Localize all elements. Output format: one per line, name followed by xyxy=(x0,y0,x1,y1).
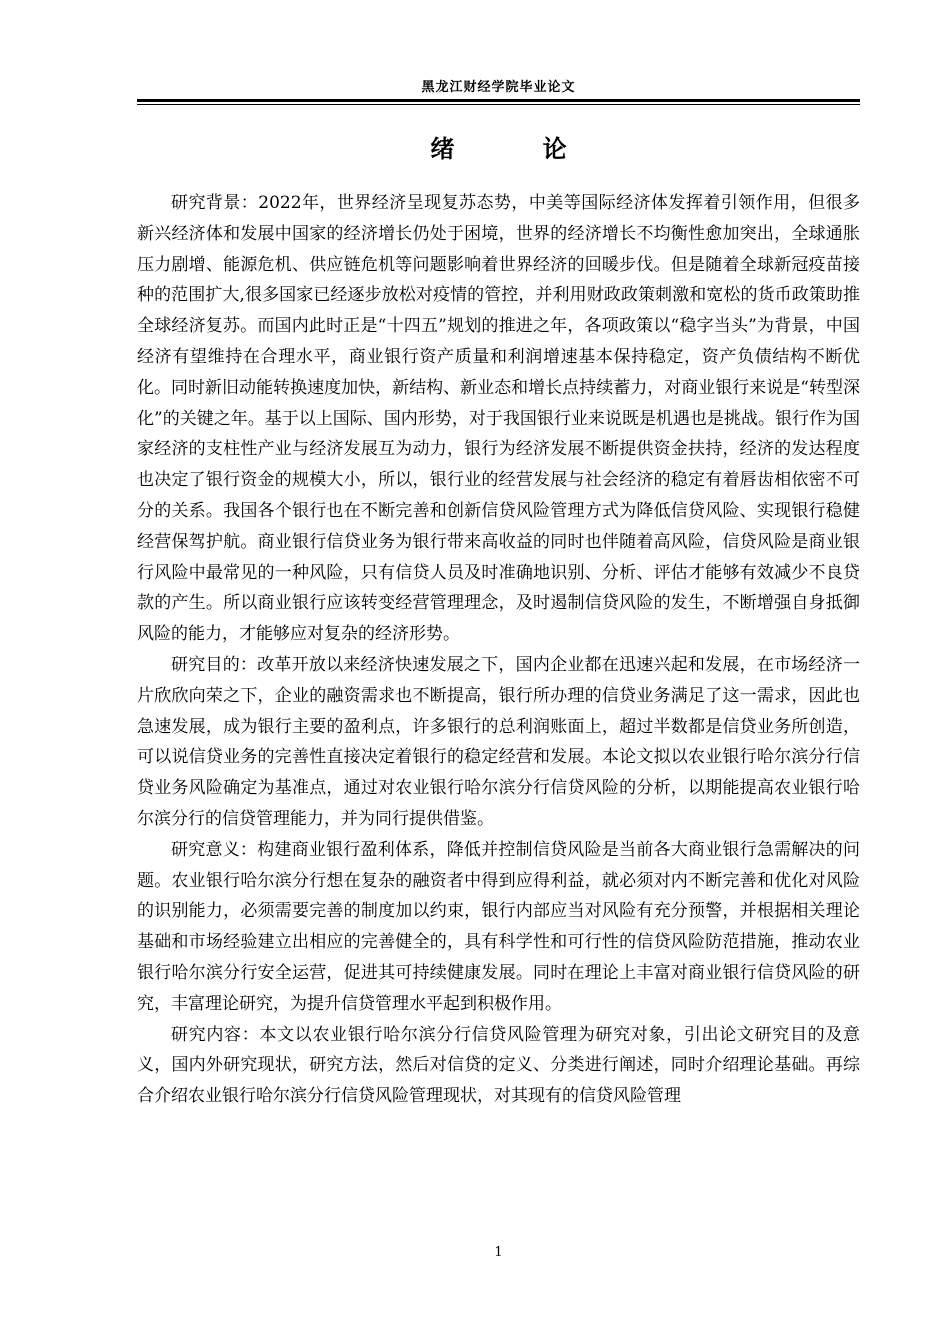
paragraph-research-background: 研究背景：2022年，世界经济呈现复苏态势，中美等国际经济体发挥着引领作用，但很多新兴经济体和发展中国家的经济增长仍处于困境，世界的经济增长不均衡性愈加突出，全球通胀压力剧增、能源危机、供应链危机等问题影响着世界经济的回暖步伐。但是随着全球新冠疫苗接种的范围扩大,很多国家已经逐步放松对疫情的管控，并利用财政政策刺激和宽松的货币政策助推全球经济复苏。而国内此时正是“十四五”规划的推进之年，各项政策以“稳字当头”为背景，中国经济有望维持在合理水平，商业银行资产质量和利润增速基本保持稳定，资产负债结构不断优化。同时新旧动能转换速度加快，新结构、新业态和增长点持续蓄力，对商业银行来说是“转型深化”的关键之年。基于以上国际、国内形势，对于我国银行业来说既是机遇也是挑战。银行作为国家经济的支柱性产业与经济发展互为动力，银行为经济发展不断提供资金扶持，经济的发达程度也决定了银行资金的规模大小，所以，银行业的经营发展与社会经济的稳定有着唇齿相依密不可分的关系。我国各个银行也在不断完善和创新信贷风险管理方式为降低信贷风险、实现银行稳健经营保驾护航。商业银行信贷业务为银行带来高收益的同时也伴随着高风险，信贷风险是商业银行风险中最常见的一种风险，只有信贷人员及时准确地识别、分析、评估才能够有效减少不良贷款的产生。所以商业银行应该转变经营管理理念，及时遏制信贷风险的发生，不断增强自身抵御风险的能力，才能够应对复杂的经济形势。 xyxy=(137,193,860,645)
paragraph-research-significance: 研究意义：构建商业银行盈利体系，降低并控制信贷风险是当前各大商业银行急需解决的问题。农业银行哈尔滨分行想在复杂的融资者中得到应得利益，就必须对内不断完善和优化对风险的识别能力，必须需要完善的制度加以约束，银行内部应当对风险有充分预警，并根据相关理论基础和市场经验建立出相应的完善健全的，具有科学性和可行性的信贷风险防范措施，推动农业银行哈尔滨分行安全运营，促进其可持续健康发展。同时在理论上丰富对商业银行信贷风险的研究，丰富理论研究，为提升信贷管理水平起到积极作用。 xyxy=(137,839,860,1014)
header-rule-thick xyxy=(137,99,860,102)
chapter-title: 绪 论 xyxy=(430,134,607,163)
paragraph-research-content: 研究内容：本文以农业银行哈尔滨分行信贷风险管理为研究对象，引出论文研究目的及意义，国内外研究现状，研究方法，然后对信贷的定义、分类进行阐述，同时介绍理论基础。再综合介绍农业银行哈尔滨分行信贷风险管理现状，对其现有的信贷风险管理 xyxy=(137,1024,860,1107)
paragraph-research-purpose: 研究目的：改革开放以来经济快速发展之下，国内企业都在迅速兴起和发展，在市场经济一片欣欣向荣之下，企业的融资需求也不断提高，银行所办理的信贷业务满足了这一需求，因此也急速发展，成为银行主要的盈利点，许多银行的总利润账面上，超过半数都是信贷业务所创造，可以说信贷业务的完善性直接决定着银行的稳定经营和发展。本论文拟以农业银行哈尔滨分行信贷业务风险确定为基准点，通过对农业银行哈尔滨分行信贷风险的分析，以期能提高农业银行哈尔滨分行的信贷管理能力，并为同行提供借鉴。 xyxy=(137,654,860,829)
header-rule-thin xyxy=(137,104,860,105)
body-text xyxy=(137,188,860,1112)
page-number: 1 xyxy=(494,1245,503,1260)
running-header: 黑龙江财经学院毕业论文 xyxy=(421,80,576,95)
